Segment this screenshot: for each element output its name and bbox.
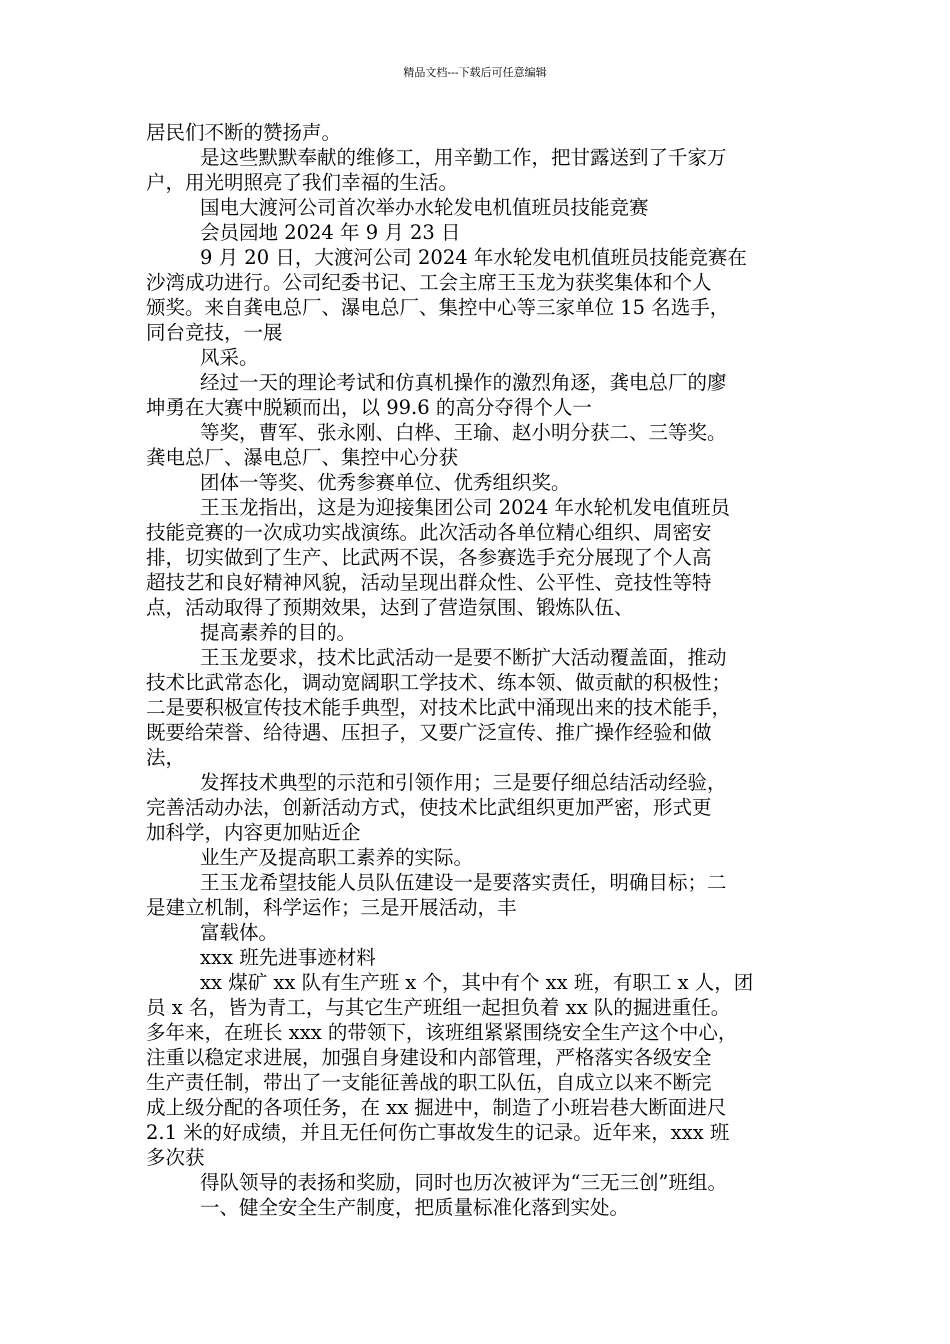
page-header: 精品文档---下载后可任意编辑 [403,66,547,79]
paragraph-line: 沙湾成功进行。公司纪委书记、工会主席王玉龙为获奖集体和个人 [146,271,712,294]
paragraph-line: 同台竞技，一展 [146,321,283,344]
paragraph-line: 生产责任制，带出了一支能征善战的职工队伍，自成立以来不断完 [146,1071,712,1094]
paragraph-line: 王玉龙要求，技术比武活动一是要不断扩大活动覆盖面，推动 [200,646,727,669]
paragraph-line: 法， [146,746,186,769]
paragraph-line: 风采。 [200,346,259,369]
paragraph-line: 居民们不断的赞扬声。 [146,121,342,144]
paragraph-line: 二是要积极宣传技术能手典型，对技术比武中涌现出来的技术能手， [146,696,732,719]
paragraph-line: 是建立机制，科学运作；三是开展活动，丰 [146,896,517,919]
paragraph-line: 得队领导的表扬和奖励，同时也历次被评为“三无三创”班组。 [200,1171,727,1194]
paragraph-line: 多年来，在班长 xxx 的带领下，该班组紧紧围绕安全生产这个中心， [146,1021,738,1044]
paragraph-line: 经过一天的理论考试和仿真机操作的激烈角逐，龚电总厂的廖 [200,371,727,394]
paragraph-line: 王玉龙指出，这是为迎接集团公司 2024 年水轮机发电值班员 [200,496,731,519]
paragraph-line: 王玉龙希望技能人员队伍建设一是要落实责任，明确目标；二 [200,871,727,894]
paragraph-line: 团体一等奖、优秀参赛单位、优秀组织奖。 [200,471,571,494]
paragraph-line: 技术比武常态化，调动宽阔职工学技术、练本领、做贡献的积极性； [146,671,732,694]
paragraph-line: 国电大渡河公司首次举办水轮发电机值班员技能竞赛 [200,196,649,219]
paragraph-line: 发挥技术典型的示范和引领作用；三是要仔细总结活动经验， [200,771,727,794]
paragraph-line: 会员园地 2024 年 9 月 23 日 [200,221,461,244]
paragraph-line: 技能竞赛的一次成功实战演练。此次活动各单位精心组织、周密安 [146,521,712,544]
paragraph-line: 既要给荣誉、给待遇、压担子，又要广泛宣传、推广操作经验和做 [146,721,712,744]
paragraph-line: 9 月 20 日，大渡河公司 2024 年水轮发电机值班员技能竞赛在 [200,246,747,269]
paragraph-line: 点，活动取得了预期效果，达到了营造氛围、锻炼队伍、 [146,596,634,619]
paragraph-line: 户，用光明照亮了我们幸福的生活。 [146,171,459,194]
paragraph-line: 等奖，曹军、张永刚、白桦、王瑜、赵小明分获二、三等奖。 [200,421,727,444]
paragraph-line: 提高素养的目的。 [200,621,357,644]
paragraph-line: 员 x 名，皆为青工，与其它生产班组一起担负着 xx 队的掘进重任。 [146,996,731,1019]
paragraph-line: 颁奖。来自龚电总厂、瀑电总厂、集控中心等三家单位 15 名选手， [146,296,730,319]
paragraph-line: 注重以稳定求进展，加强自身建设和内部管理，严格落实各级安全 [146,1046,712,1069]
paragraph-line: 坤勇在大赛中脱颖而出，以 99.6 的高分夺得个人一 [146,396,592,419]
paragraph-line: 完善活动办法，创新活动方式，使技术比武组织更加严密，形式更 [146,796,712,819]
paragraph-line: 业生产及提高职工素养的实际。 [200,846,474,869]
paragraph-line: 多次获 [146,1146,205,1169]
paragraph-line: 一、健全安全生产制度，把质量标准化落到实处。 [200,1196,630,1219]
paragraph-line: xxx 班先进事迹材料 [200,946,376,969]
paragraph-line: xx 煤矿 xx 队有生产班 x 个，其中有个 xx 班，有职工 x 人，团 [200,971,754,994]
paragraph-line: 龚电总厂、瀑电总厂、集控中心分获 [146,446,459,469]
paragraph-line: 是这些默默奉献的维修工，用辛勤工作，把甘露送到了千家万 [200,146,727,169]
document-body [146,120,816,1220]
paragraph-line: 成上级分配的各项任务，在 xx 掘进中，制造了小班岩巷大断面进尺 [146,1096,727,1119]
paragraph-line: 2.1 米的好成绩，并且无任何伤亡事故发生的记录。近年来，xxx 班 [146,1121,730,1144]
paragraph-line: 加科学，内容更加贴近企 [146,821,361,844]
paragraph-line: 超技艺和良好精神风貌，活动呈现出群众性、公平性、竞技性等特 [146,571,712,594]
paragraph-line: 富载体。 [200,921,279,944]
paragraph-line: 排，切实做到了生产、比武两不误，各参赛选手充分展现了个人高 [146,546,712,569]
